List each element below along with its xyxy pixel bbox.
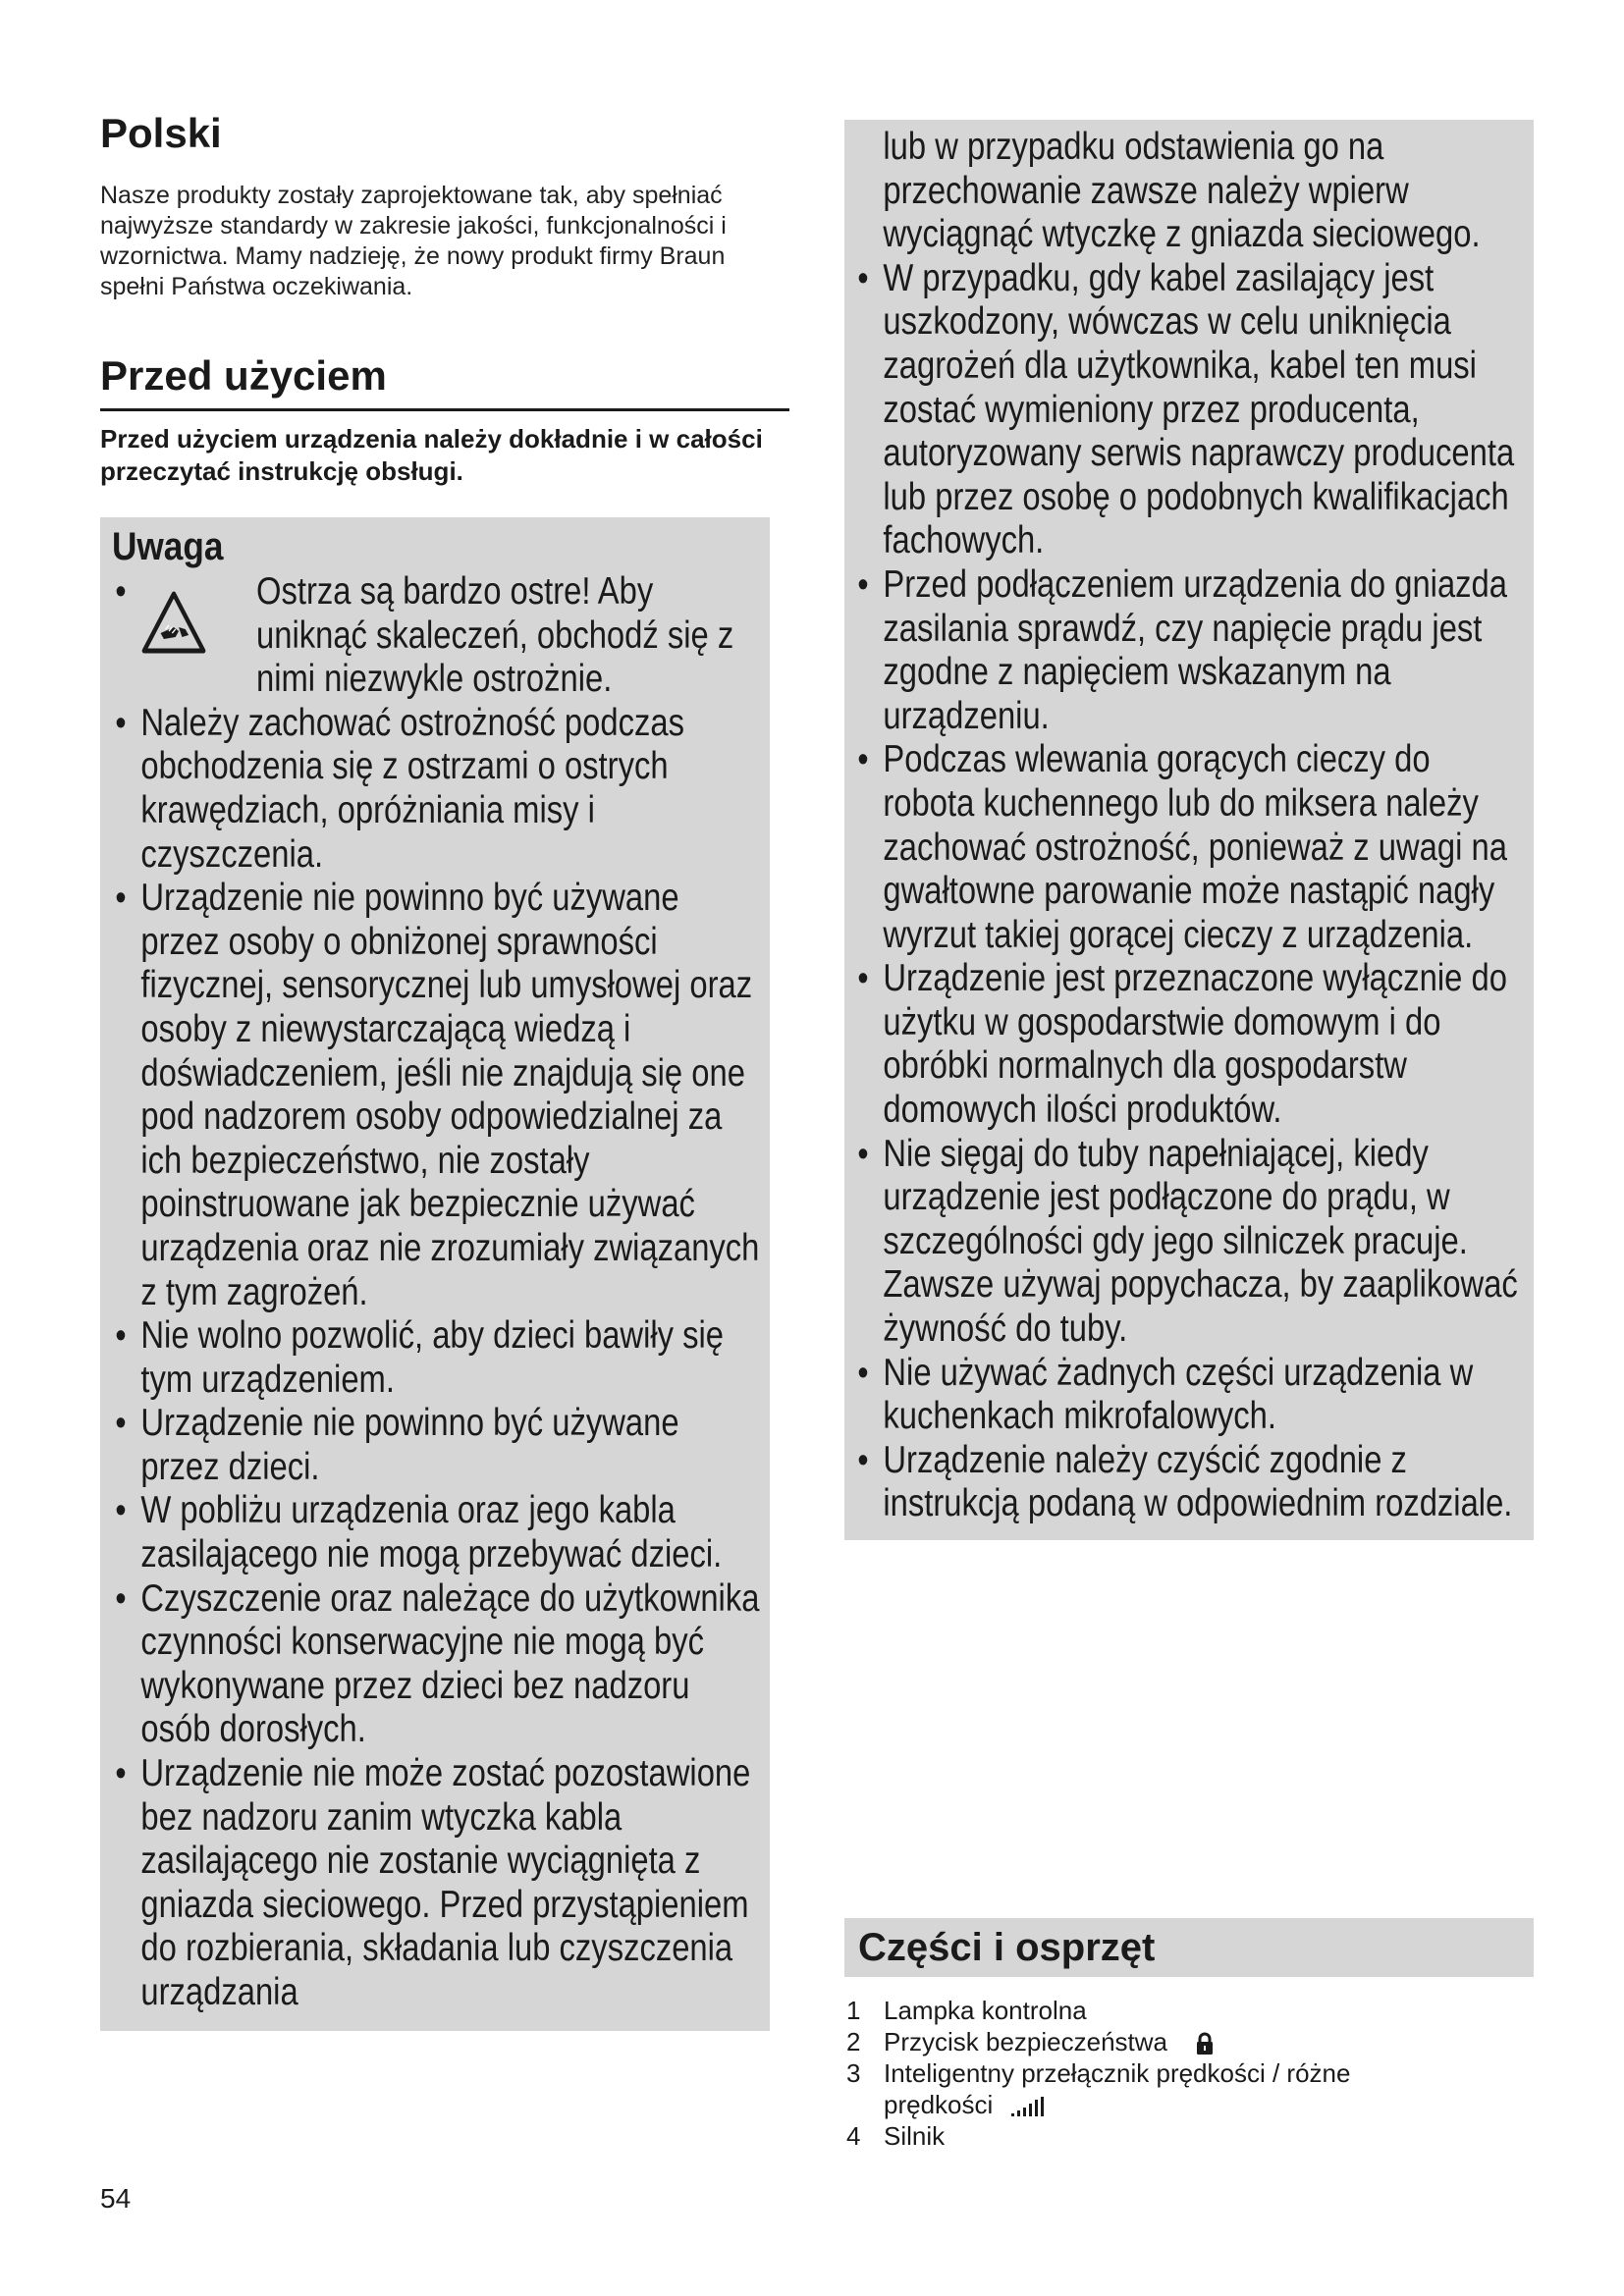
warning-box [100,517,770,2031]
parts-row [846,2057,1534,2120]
continuation-text: lub w przypadku odstawienia go na przechowanie zawsze należy wpierw wyciągnąć wtyczkę z gniazda sieciowego. [883,126,1481,256]
blade-warning-icon [140,590,206,655]
list-item: • Ostrza są bardzo ostre! Aby uniknąć skaleczeń, obchodź się z nimi niezwykle ostrożnie. [112,570,762,702]
parts-row [846,1995,1534,2026]
lock-icon [1196,2032,1214,2056]
part-number: 1 [846,1996,861,2025]
part-label: Przycisk bezpieczeństwa [884,2027,1167,2056]
parts-list [846,1995,1534,2152]
blade-warning-text: Ostrza są bardzo ostre! Aby uniknąć skaleczeń, obchodź się z nimi niezwykle ostrożnie. [256,570,734,701]
parts-row [846,2026,1534,2057]
list-item: • Urządzenie należy czyścić zgodnie z instrukcją podaną w odpowiednim rozdziale. [854,1439,1524,1526]
list-item: • Urządzenie nie powinno być używane przez osoby o obniżonej sprawności fizycznej, sensorycznej lub umysłowej oraz osoby z niewystarczającą wiedzą i doświadczeniem, jeśli nie znajdują się one pod nadzorem osoby odpowiedzialnej za ich bezpieczeństwo, nie zostały poinstruowane jak bezpiecznie używać urządzenia oraz nie zrozumiały związanych z tym zagrożeń. [112,877,762,1314]
list-item: • Urządzenie nie powinno być używane przez dzieci. [112,1402,762,1489]
list-item: • Podczas wlewania gorących cieczy do robota kuchennego lub do miksera należy zachować ostrożność, ponieważ z uwagi na gwałtowne parowanie może nastąpić nagły wyrzut takiej gorącej cieczy z urządzenia. [854,738,1524,957]
left-column [100,106,789,2031]
list-item: • Przed podłączeniem urządzenia do gniazda zasilania sprawdź, czy napięcie prądu jest zgodne z napięciem wskazanym na urządzeniu. [854,563,1524,738]
part-label: Silnik [884,2121,946,2151]
list-item: • W przypadku, gdy kabel zasilający jest uszkodzony, wówczas w celu uniknięcia zagrożeń dla użytkownika, kabel ten musi zostać wymieniony przez producenta, autoryzowany serwis naprawczy producenta lub przez osobę o podobnych kwalifikacjach fachowych. [854,257,1524,563]
parts-heading: Części i osprzęt [844,1918,1534,1977]
read-instructions-note: Przed użyciem urządzenia należy dokładnie i w całości przeczytać instrukcję obsługi. [100,424,763,486]
list-item: • Nie wolno pozwolić, aby dzieci bawiły się tym urządzeniem. [112,1314,762,1402]
list-item: • Czyszczenie oraz należące do użytkownika czynności konserwacyjne nie mogą być wykonywane przez dzieci bez nadzoru osób dorosłych. [112,1577,762,1752]
part-number: 3 [846,2058,861,2088]
warning-box-continued [844,120,1534,1540]
list-item: • W pobliżu urządzenia oraz jego kabla zasilającego nie mogą przebywać dzieci. [112,1489,762,1576]
right-column [844,120,1532,1540]
warning-list [112,570,762,2015]
part-number: 2 [846,2027,861,2056]
parts-row [846,2120,1534,2152]
part-label: Lampka kontrolna [884,1996,1087,2025]
list-item: • Urządzenie jest przeznaczone wyłącznie do użytku w gospodarstwie domowym i do obróbki normalnych dla gospodarstw domowych ilości produktów. [854,957,1524,1132]
part-label: Inteligentny przełącznik prędkości / różne prędkości [884,2058,1351,2119]
list-item: • Nie używać żadnych części urządzenia w kuchenkach mikrofalowych. [854,1352,1524,1439]
section-heading: Przed użyciem [100,351,789,411]
list-item: • Należy zachować ostrożność podczas obchodzenia się z ostrzami o ostrych krawędziach, opróżniania misy i czyszczenia. [112,702,762,877]
speed-bars-icon [1010,2097,1046,2116]
warning-title: Uwaga [112,525,224,568]
language-heading: Polski [100,110,222,156]
list-item: • Urządzenie nie może zostać pozostawione bez nadzoru zanim wtyczka kabla zasilającego nie zostanie wyciągnięta z gniazda sieciowego. Przed przystąpieniem do rozbierania, składania lub czyszczenia urządzania [112,1752,762,2015]
list-item: • Nie sięgaj do tuby napełniającej, kiedy urządzenie jest podłączone do prądu, w szczególności gdy jego silniczek pracuje. Zawsze używaj popychacza, by zaaplikować żywność do tuby. [854,1133,1524,1352]
page-number: 54 [100,2183,132,2214]
intro-paragraph: Nasze produkty zostały zaprojektowane tak, aby spełniać najwyższe standardy w zakresie jakości, funkcjonalności i wzornictwa. Mamy nadzieję, że nowy produkt firmy Braun spełni Państwa oczekiwania. [100,182,727,300]
warning-list-continued [854,257,1524,1526]
part-number: 4 [846,2121,861,2151]
